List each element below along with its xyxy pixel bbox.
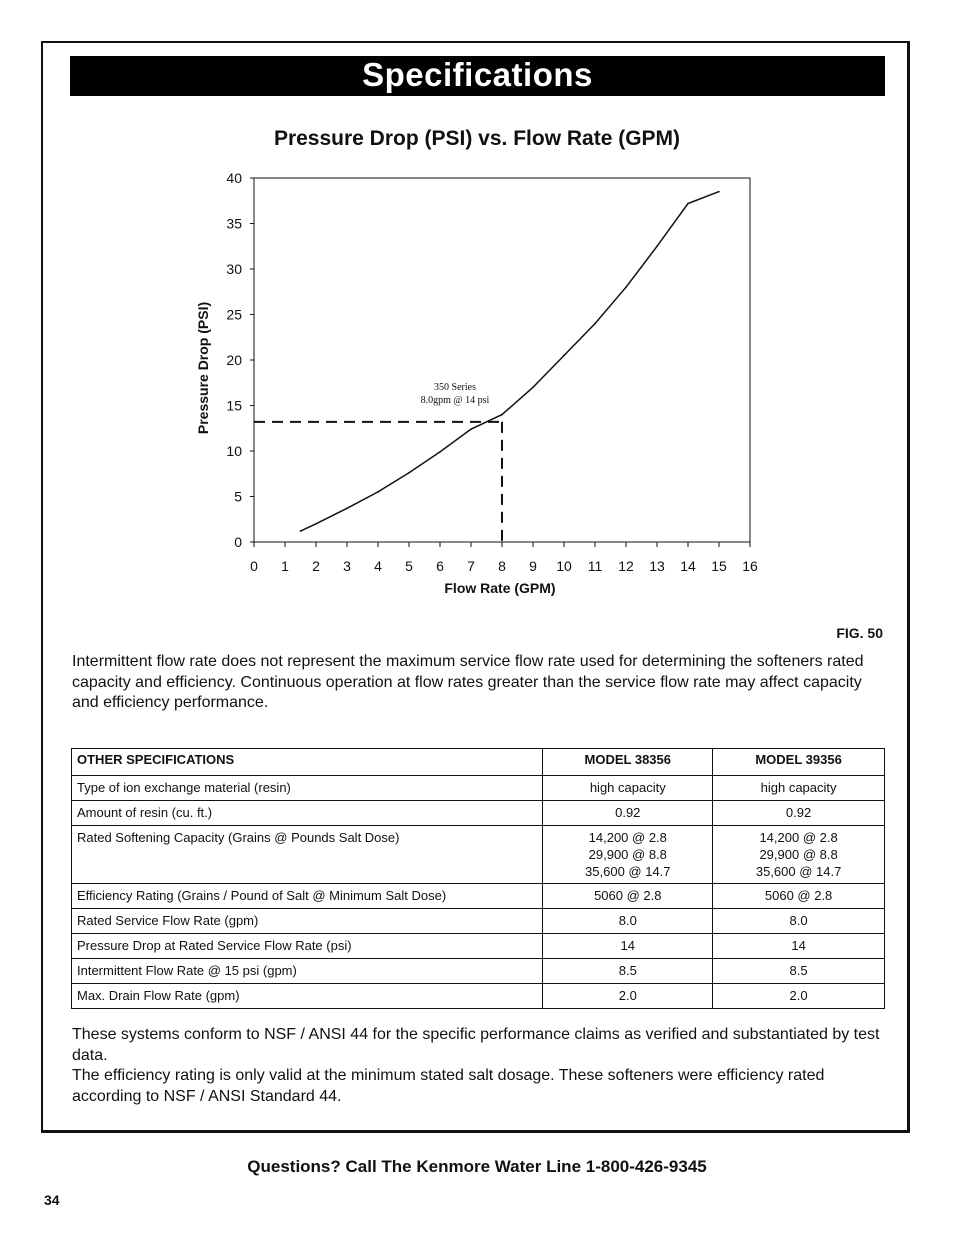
x-tick-label: 2 bbox=[312, 558, 320, 574]
section-banner: Specifications bbox=[70, 56, 885, 96]
spec-label: Max. Drain Flow Rate (gpm) bbox=[72, 984, 543, 1009]
y-tick-label: 40 bbox=[226, 170, 242, 186]
pressure-drop-series-line bbox=[301, 192, 720, 531]
x-tick-label: 6 bbox=[436, 558, 444, 574]
model-39356-value: 2.0 bbox=[713, 984, 885, 1009]
table-row bbox=[72, 884, 885, 909]
y-axis-label: Pressure Drop (PSI) bbox=[195, 301, 211, 435]
x-tick-label: 13 bbox=[649, 558, 665, 574]
plot-frame bbox=[254, 178, 750, 542]
model-39356-value: 5060 @ 2.8 bbox=[713, 884, 885, 909]
header-model-39356: MODEL 39356 bbox=[713, 749, 885, 776]
table-row bbox=[72, 826, 885, 884]
spec-label: Pressure Drop at Rated Service Flow Rate (psi) bbox=[72, 934, 543, 959]
y-tick-label: 35 bbox=[226, 215, 242, 232]
spec-label: Intermittent Flow Rate @ 15 psi (gpm) bbox=[72, 959, 543, 984]
x-tick-label: 1 bbox=[281, 558, 289, 574]
x-tick-label: 9 bbox=[529, 558, 537, 574]
x-tick-label: 0 bbox=[250, 558, 258, 574]
data-point bbox=[563, 355, 565, 357]
spec-label: Efficiency Rating (Grains / Pound of Salt @ Minimum Salt Dose) bbox=[72, 884, 543, 909]
data-point bbox=[377, 491, 379, 493]
data-point bbox=[346, 508, 348, 510]
help-line-footer: Questions? Call The Kenmore Water Line 1-800-426-9345 bbox=[247, 1157, 707, 1176]
model-38356-value: high capacity bbox=[543, 776, 713, 801]
x-tick-label: 8 bbox=[498, 558, 506, 574]
x-tick-label: 3 bbox=[343, 558, 351, 574]
y-tick-label: 0 bbox=[234, 534, 242, 550]
y-tick-label: 25 bbox=[226, 306, 242, 323]
data-point bbox=[687, 203, 689, 205]
flow-rate-note: Intermittent flow rate does not represent the maximum service flow rate used for determining the softeners rated capacity and efficiency. Continuous operation at flow rates greater than the service flow rate may affect capacity and efficiency performance. bbox=[72, 653, 864, 711]
figure-label: FIG. 50 bbox=[836, 625, 883, 641]
annotation-rating: 8.0gpm @ 14 psi bbox=[420, 395, 490, 406]
x-tick-label: 5 bbox=[405, 558, 413, 574]
spec-label: Rated Softening Capacity (Grains @ Pounds Salt Dose) bbox=[72, 826, 543, 884]
model-39356-value: 0.92 bbox=[713, 801, 885, 826]
spec-label: Type of ion exchange material (resin) bbox=[72, 776, 543, 801]
header-model-38356: MODEL 38356 bbox=[543, 749, 713, 776]
chart-title: Pressure Drop (PSI) vs. Flow Rate (GPM) bbox=[273, 127, 681, 150]
x-tick-label: 15 bbox=[711, 558, 727, 574]
data-point bbox=[470, 428, 472, 430]
data-point bbox=[532, 387, 534, 389]
data-point bbox=[718, 191, 720, 193]
y-tick-label: 20 bbox=[226, 352, 242, 368]
x-tick-label: 14 bbox=[680, 558, 696, 574]
header-specifications: OTHER SPECIFICATIONS bbox=[72, 749, 543, 776]
data-point bbox=[300, 530, 302, 532]
table-row bbox=[72, 776, 885, 801]
y-tick-label: 5 bbox=[234, 488, 242, 505]
y-tick-label: 30 bbox=[226, 261, 242, 277]
table-row bbox=[72, 801, 885, 826]
x-tick-label: 12 bbox=[618, 558, 634, 574]
model-38356-value: 14 bbox=[543, 934, 713, 959]
table-row bbox=[72, 959, 885, 984]
x-axis-label: Flow Rate (GPM) bbox=[444, 580, 556, 596]
table-header-row bbox=[72, 749, 885, 776]
model-38356-value: 14,200 @ 2.8 29,900 @ 8.8 35,600 @ 14.7 bbox=[543, 826, 713, 884]
table-row bbox=[72, 909, 885, 934]
nsf-conformance-note: These systems conform to NSF / ANSI 44 for the specific performance claims as verified and substantiated by test data. bbox=[72, 1026, 880, 1064]
spec-label: Rated Service Flow Rate (gpm) bbox=[72, 909, 543, 934]
pressure-flow-chart bbox=[0, 0, 954, 610]
efficiency-note: The efficiency rating is only valid at the minimum stated salt dosage. These softeners were efficiency rated according to NSF / ANSI Standard 44. bbox=[72, 1067, 825, 1105]
spec-label: Amount of resin (cu. ft.) bbox=[72, 801, 543, 826]
model-38356-value: 0.92 bbox=[543, 801, 713, 826]
model-38356-value: 2.0 bbox=[543, 984, 713, 1009]
data-point bbox=[594, 323, 596, 325]
model-38356-value: 5060 @ 2.8 bbox=[543, 884, 713, 909]
page-number: 34 bbox=[44, 1192, 60, 1208]
x-tick-label: 7 bbox=[467, 558, 475, 574]
x-tick-label: 10 bbox=[556, 558, 572, 574]
model-38356-value: 8.0 bbox=[543, 909, 713, 934]
specifications-table bbox=[71, 748, 885, 1009]
x-tick-label: 11 bbox=[587, 558, 603, 574]
x-tick-label: 16 bbox=[742, 558, 758, 574]
model-38356-value: 8.5 bbox=[543, 959, 713, 984]
data-point bbox=[315, 523, 317, 525]
annotation-series: 350 Series bbox=[434, 382, 476, 393]
x-tick-label: 4 bbox=[374, 558, 382, 574]
table-row bbox=[72, 934, 885, 959]
model-39356-value: 8.5 bbox=[713, 959, 885, 984]
table-row bbox=[72, 984, 885, 1009]
data-point bbox=[408, 472, 410, 474]
data-point bbox=[501, 414, 503, 416]
data-point bbox=[439, 451, 441, 453]
model-39356-value: 14,200 @ 2.8 29,900 @ 8.8 35,600 @ 14.7 bbox=[713, 826, 885, 884]
y-tick-label: 10 bbox=[226, 443, 242, 459]
model-39356-value: 8.0 bbox=[713, 909, 885, 934]
y-tick-label: 15 bbox=[226, 397, 242, 414]
model-39356-value: 14 bbox=[713, 934, 885, 959]
data-point bbox=[625, 286, 627, 288]
model-39356-value: high capacity bbox=[713, 776, 885, 801]
data-point bbox=[656, 245, 658, 247]
